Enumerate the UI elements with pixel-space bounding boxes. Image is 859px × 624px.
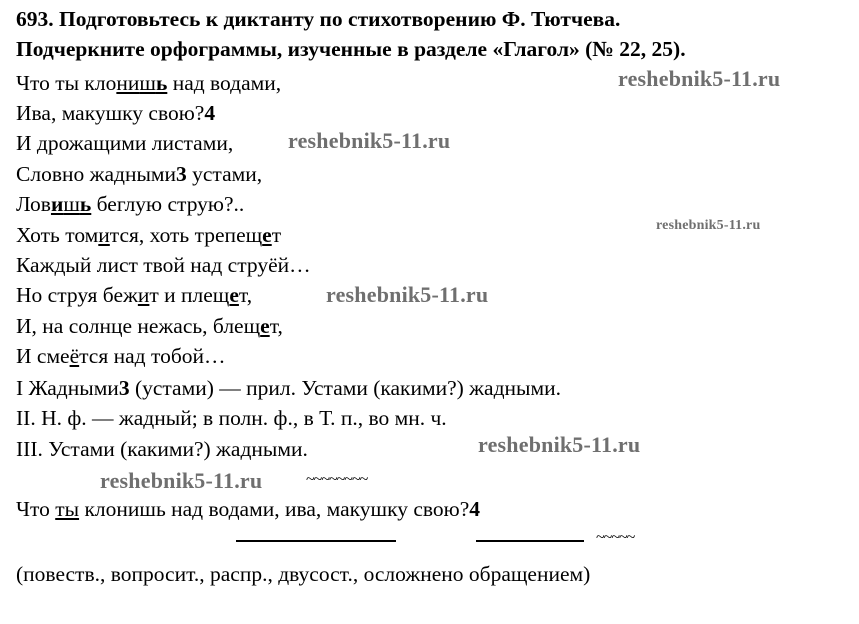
text: нишь над водами, ива, ма (116, 497, 350, 521)
text: И, на солнце нежась, блещ (16, 314, 261, 338)
poem-line-6 (16, 222, 281, 248)
poem-line-9 (16, 313, 283, 339)
text: Ива, ма (16, 101, 85, 125)
bold-number: 3 (118, 376, 130, 400)
poem-line-10 (16, 343, 226, 369)
title-line-1: 693. Подготовьтесь к диктанту по стихотворению Ф. Тютчева. (16, 7, 621, 31)
text: беглую струю?.. (91, 192, 245, 216)
text: тся, хоть трепещ (109, 223, 263, 247)
text: тся над тобой… (79, 344, 226, 368)
sentence-characteristics: (повеств., вопросит., распр., двусост., осложнено обращением) (16, 562, 591, 586)
bold-underlined-text: ь (155, 71, 168, 95)
text: кушку свою? (84, 101, 205, 125)
underlined-subject: ты (55, 497, 80, 521)
bold-underlined-text: и (50, 192, 64, 216)
watermark: reshebnik5-11.ru (618, 66, 781, 91)
text: т, (238, 283, 253, 307)
underlined-text: ш (139, 71, 156, 95)
poem-line-8 (16, 282, 252, 308)
watermark: reshebnik5-11.ru (100, 468, 263, 493)
poem-line-2 (16, 100, 215, 126)
bold-underlined-text: е (260, 314, 270, 338)
underlined-text: ш (63, 192, 80, 216)
analysis-line-2: II. Н. ф. — жадный; в полн. ф., в Т. п., во мн. ч. (16, 406, 447, 430)
watermark: reshebnik5-11.ru (656, 218, 761, 233)
underline-object (476, 540, 584, 542)
text: кушку свою? (349, 497, 470, 521)
poem-line-1 (16, 70, 281, 96)
bold-underlined-text: е (262, 223, 272, 247)
poem-line-4 (16, 161, 262, 187)
wavy-underline-mark: ~~~~~~~~ (306, 471, 368, 488)
sentence-line (16, 496, 480, 522)
underline-predicate (236, 540, 396, 542)
bold-number: 3 (176, 162, 187, 186)
poem-line-7: Каждый лист твой над струёй… (16, 253, 311, 277)
text: (устами) — прил. Устами (какими?) жадными. (129, 376, 561, 400)
underlined-text: ё (69, 344, 80, 368)
watermark: reshebnik5-11.ru (478, 432, 641, 457)
bold-underlined-text: е (229, 283, 239, 307)
wavy-underline-mark: ~~~~~ (596, 529, 635, 546)
text: т (271, 223, 282, 247)
text: Что (16, 497, 56, 521)
analysis-line-1 (16, 375, 561, 401)
title-line-2: Подчеркните орфограммы, изученные в разделе «Глагол» (№ 22, 25). (16, 37, 686, 61)
underlined-text: и (98, 223, 110, 247)
analysis-line-3: III. Устами (какими?) жадными. (16, 437, 308, 461)
text: Хоть том (16, 223, 99, 247)
underlined-text: ни (116, 71, 140, 95)
text: Что ты кло (16, 71, 117, 95)
text: т и плещ (149, 283, 230, 307)
bold-underlined-text: ь (79, 192, 92, 216)
bold-number: 4 (469, 497, 481, 521)
text: Но струя беж (16, 283, 138, 307)
bold-number: 4 (204, 101, 216, 125)
underlined-text: и (137, 283, 150, 307)
text: т, (269, 314, 283, 338)
text: устами, (186, 162, 263, 186)
text: I Жадными (16, 376, 119, 400)
text: Лов (16, 192, 51, 216)
text: над водами, (167, 71, 282, 95)
text: Словно жадными (16, 162, 177, 186)
text: И сме (16, 344, 70, 368)
watermark: reshebnik5-11.ru (288, 128, 451, 153)
poem-line-5 (16, 191, 244, 217)
poem-line-3: И дрожащими листами, (16, 131, 234, 155)
watermark: reshebnik5-11.ru (326, 282, 489, 307)
text: кло (79, 497, 117, 521)
